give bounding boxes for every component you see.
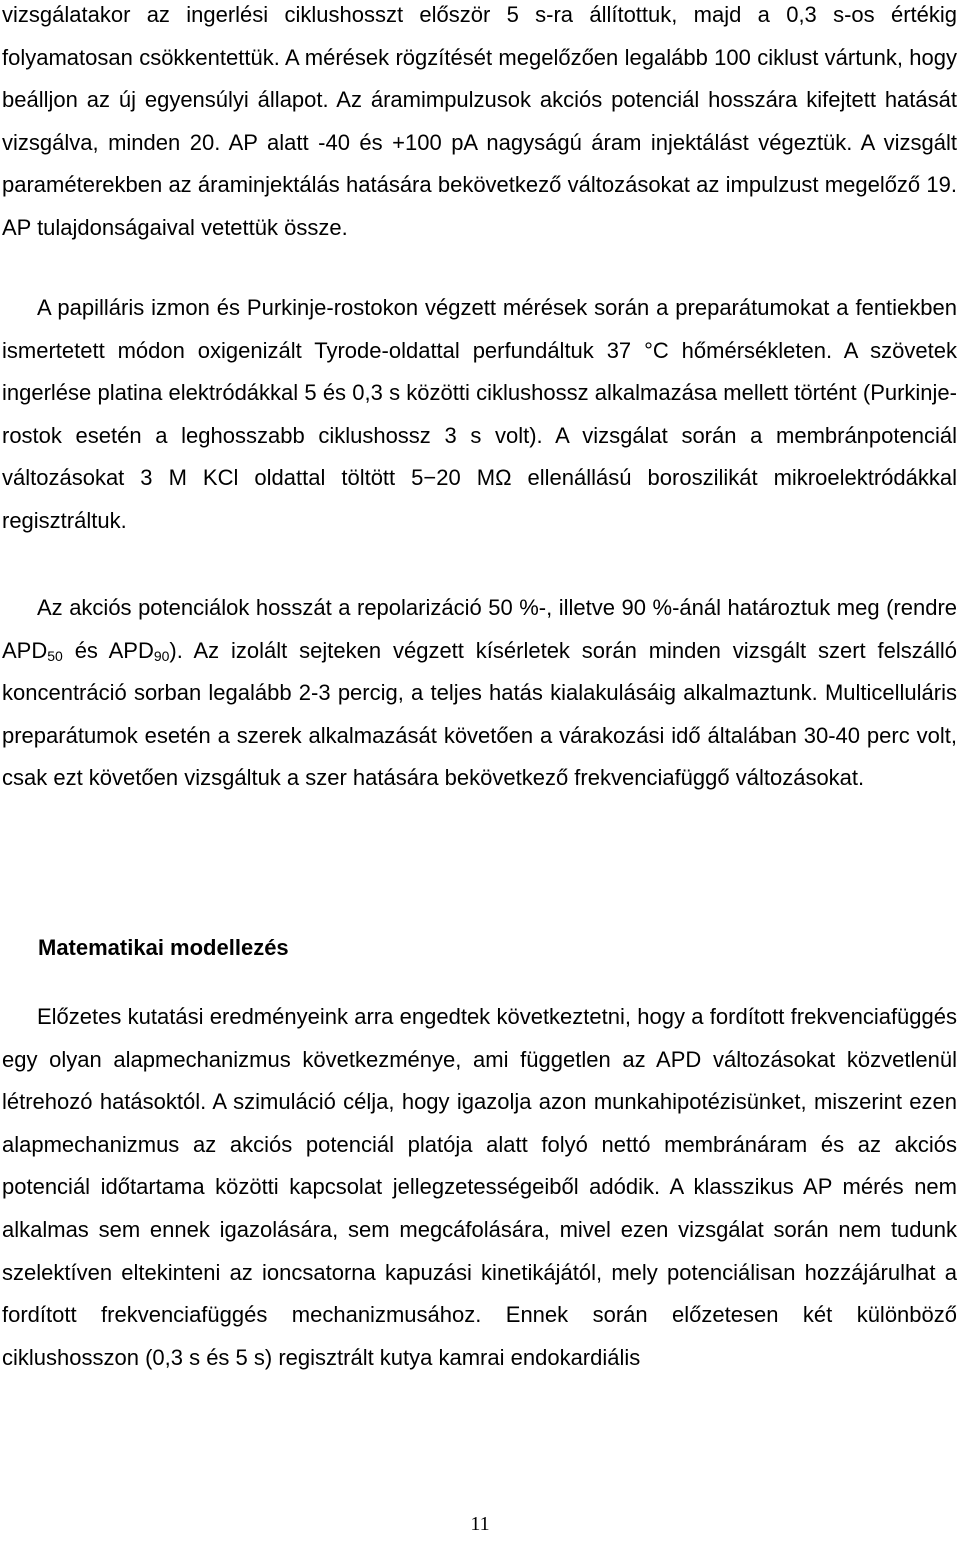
paragraph-3-text-c: ). Az izolált sejteken végzett kísérletek során minden vizsgált szert felszálló koncentráció sorban legalább 2-3 percig, a teljes hatás kialakulásáig alkalmaztunk. Multicelluláris preparátumok esetén a szerek alkalmazását követően a várakozási idő általában 30-40 perc volt, csak ezt követően vizsgáltuk a szer hatására bekövetkező frekvenciafüggő változásokat.: [2, 637, 957, 791]
body-paragraph-4: Előzetes kutatási eredményeink arra engedtek következtetni, hogy a fordított frekvenciafüggés egy olyan alapmechanizmus következménye, ami független az APD változásokat közvetlenül létrehozó hatásoktól. A szimuláció célja, hogy igazolja azon munkahipotézisünket, miszerint ezen alapmechanizmus az akciós potenciál platója alatt folyó nettó membránáram és az akciós potenciál időtartama közötti kapcsolat jellegzetességeiből adódik. A klasszikus AP mérés nem alkalmas sem ennek igazolására, sem megcáfolására, mivel ezen vizsgálat során nem tudunk szelektíven eltekinteni az ioncsatorna kapuzási kinetikájától, mely potenciálisan hozzájárulhat a fordított frekvenciafüggés mechanizmusához. Ennek során előzetesen két különböző ciklushosszon (0,3 s és 5 s) regisztrált kutya kamrai endokardiális: [2, 1004, 957, 1370]
body-paragraph-2: A papilláris izmon és Purkinje-rostokon végzett mérések során a preparátumokat a fentiekben ismertetett módon oxigenizált Tyrode-oldattal perfundáltuk 37 °C hőmérsékleten. A szövetek ingerlése platina elektródákkal 5 és 0,3 s közötti ciklushossz alkalmazása mellett történt (Purkinje-rostok esetén a leghosszabb ciklushossz 3 s volt). A vizsgálat során a membránpotenciál változásokat 3 M KCl oldattal töltött 5−20 MΩ ellenállású boroszilikát mikroelektródákkal regisztráltuk.: [2, 295, 957, 533]
apd-subscript-90: 90: [153, 647, 170, 664]
paragraph-3-text-a: Az akciós potenciálok hosszát a repolarizáció 50 %-, illetve 90 %-ánál határoztuk meg (rendre APD: [2, 595, 957, 663]
page-number: 11: [470, 1513, 490, 1535]
body-paragraph-3: [2, 587, 957, 800]
paragraph-3-text-b: és APD: [62, 637, 154, 663]
body-paragraph-1: vizsgálatakor az ingerlési ciklushosszt először 5 s-ra állítottuk, majd a 0,3 s-os értékig folyamatosan csökkentettük. A mérések rögzítését megelőzően legalább 100 ciklust vártunk, hogy beálljon az új egyensúlyi állapot. Az áramimpulzusok akciós potenciál hosszára kifejtett hatását vizsgálva, minden 20. AP alatt -40 és +100 pA nagyságú áram injektálást végeztük. A vizsgált paraméterekben az áraminjektálás hatására bekövetkező változásokat az impulzust megelőző 19. AP tulajdonságaival vetettük össze.: [2, 2, 957, 240]
apd-subscript-50: 50: [47, 647, 63, 664]
section-heading: Matematikai modellezés: [38, 935, 289, 960]
